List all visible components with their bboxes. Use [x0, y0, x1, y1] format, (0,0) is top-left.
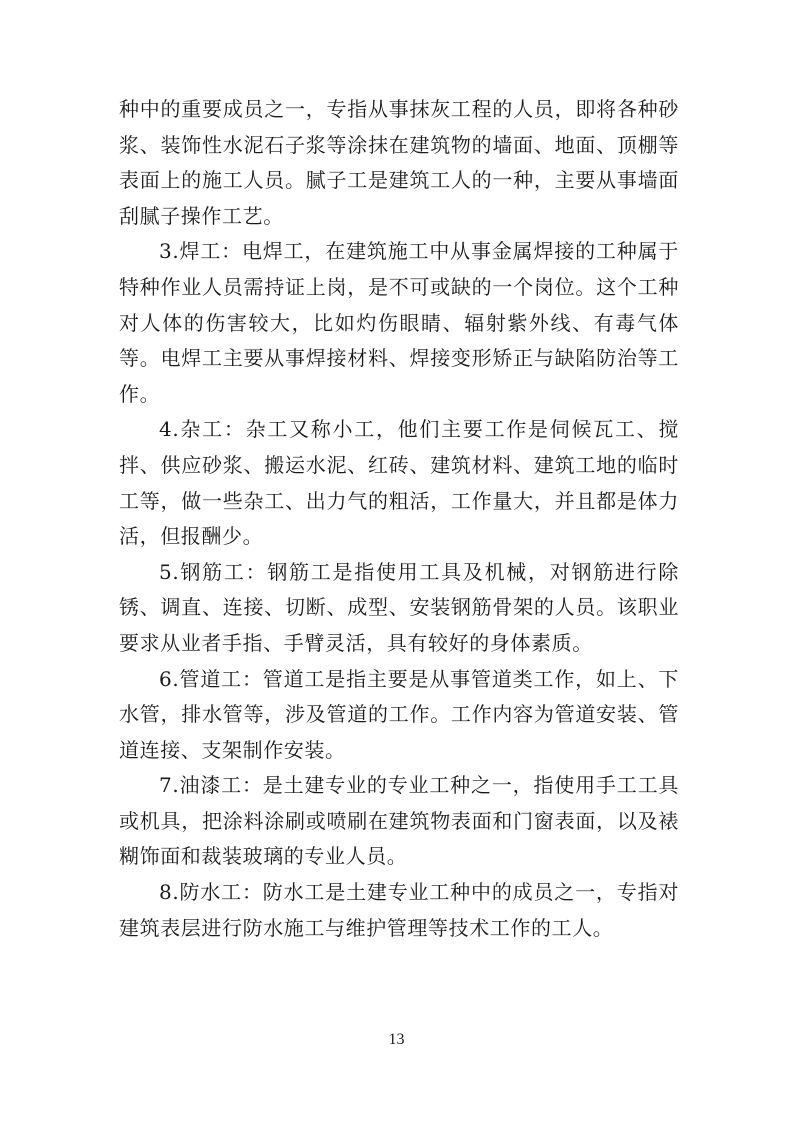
page-number: 13 [388, 1031, 405, 1048]
paragraph-continuation: 种中的重要成员之一，专指从事抹灰工程的人员，即将各种砂浆、装饰性水泥石子浆等涂抹在建筑物的墙面、地面、顶棚等表面上的施工人员。腻子工是建筑工人的一种，主要从事墙面刮腻子操作工艺。 [119, 97, 679, 228]
paragraph-painter: 7.油漆工：是土建专业的专业工种之一，指使用手工工具或机具，把涂料涂刷或喷刷在建筑物表面和门窗表面，以及裱糊饰面和裁装玻璃的专业人员。 [119, 773, 679, 869]
paragraph-welder: 3.焊工：电焊工，在建筑施工中从事金属焊接的工种属于特种作业人员需持证上岗，是不可或缺的一个岗位。这个工种对人体的伤害较大，比如灼伤眼睛、辐射紫外线、有毒气体等。电焊工主要从事焊接材料、焊接变形矫正与缺陷防治等工作。 [119, 239, 679, 406]
paragraph-rebar-worker: 5.钢筋工：钢筋工是指使用工具及机械，对钢筋进行除锈、调直、连接、切断、成型、安装钢筋骨架的人员。该职业要求从业者手指、手臂灵活，具有较好的身体素质。 [119, 559, 679, 655]
paragraph-waterproofer: 8.防水工：防水工是土建专业工种中的成员之一，专指对建筑表层进行防水施工与维护管理等技术工作的工人。 [119, 880, 679, 940]
paragraph-laborer: 4.杂工：杂工又称小工，他们主要工作是伺候瓦工、搅拌、供应砂浆、搬运水泥、红砖、建筑材料、建筑工地的临时工等，做一些杂工、出力气的粗活，工作量大，并且都是体力活，但报酬少。 [119, 417, 679, 549]
document-body [119, 92, 679, 946]
paragraph-plumber: 6.管道工：管道工是指主要是从事管道类工作，如上、下水管，排水管等，涉及管道的工作。工作内容为管道安装、管道连接、支架制作安装。 [119, 666, 679, 762]
